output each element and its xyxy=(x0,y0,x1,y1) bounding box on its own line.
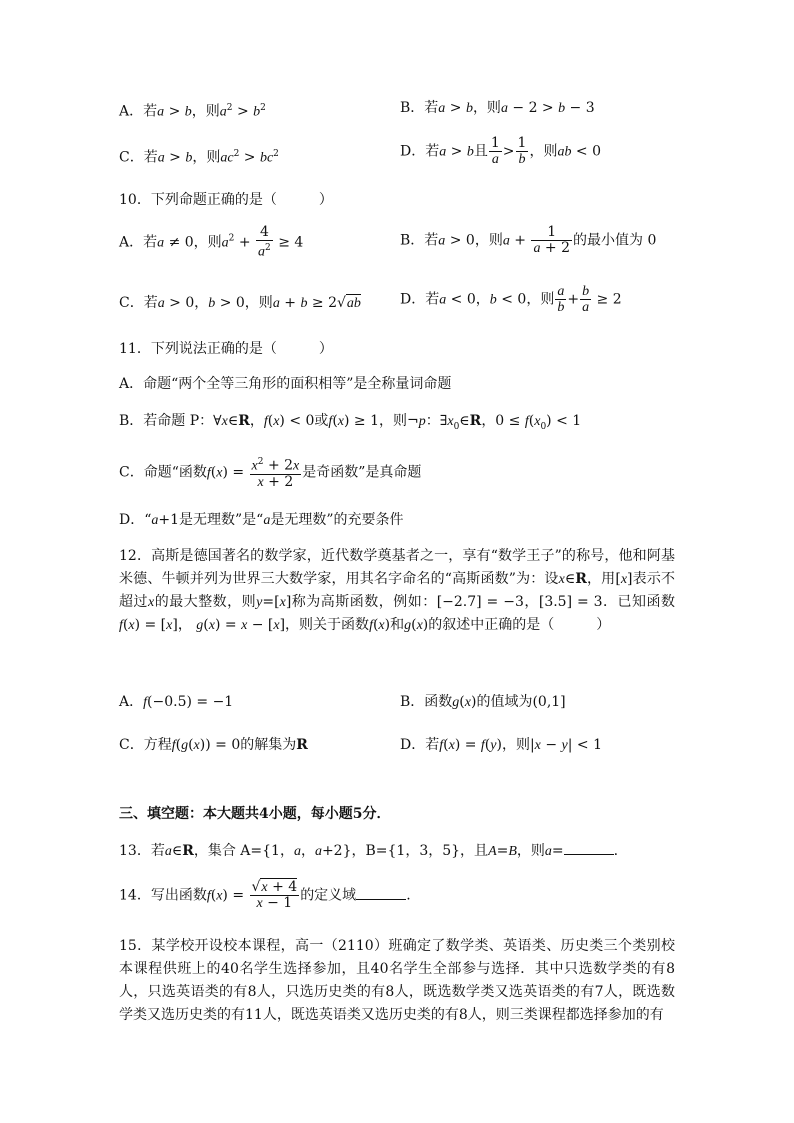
q13: 13．若a∈R，集合 A={1，a，a+2}，B={1，3，5}，且A=B，则a= . xyxy=(119,840,618,862)
q10-stem: 10．下列命题正确的是（ ） xyxy=(119,192,333,208)
section-heading: 三、填空题：本大题共4小题，每小题5分． xyxy=(119,806,391,822)
q12-option-c: C．方程f(g(x)) = 0的解集为R xyxy=(119,737,308,753)
q11-option-a: A．命题“两个全等三角形的面积相等”是全称量词命题 xyxy=(119,376,452,392)
q13-answer-blank[interactable] xyxy=(564,840,614,855)
q10-option-d: D．若a < 0，b < 0，则 $\frac{a}{b}$ + $\frac{b}{a}$ ≥ 2 xyxy=(400,284,622,315)
q12-option-a: A．f(−0.5) = −1 xyxy=(119,694,234,710)
q9-option-b: B．若a > b，则a − 2 > b − 3 xyxy=(400,100,595,116)
q14: 14．写出函数f(x) = $\frac{√x + 4}{x - 1}$ 的定义域 . xyxy=(119,879,411,911)
q14-answer-blank[interactable] xyxy=(356,885,406,900)
q15: 15．某学校开设校本课程，高一（2110）班确定了数学类、英语类、历史类三个类别校本课程供班上的40名学生选择参加，且40名学生全部参与选择．其中只选数学类的有8人，只选英语类的有8人，只选历史类的有8人，既选数学类又选英语类的有7人，既选数学类又选历史类的有11人，既选英语类又选历史类的有8人，则三类课程都选择参加的有 xyxy=(119,938,675,1023)
q11-option-b: B．若命题 P：∀x∈R，f(x) < 0或f(x) ≥ 1，则¬p：$\exists x_0\in R$，$0 \le f(x_0) < 1$ xyxy=(119,413,582,432)
q12-option-b: B．函数g(x)的值域为(0,1] xyxy=(400,694,566,710)
q11-option-d: D．“a+1是无理数”是“a是无理数”的充要条件 xyxy=(119,512,404,528)
q9-option-a: A．若a > b，则$a^2 > b^2$ xyxy=(119,103,266,120)
q10-option-a: A．若a ≠ 0，则$a^2$ + $\frac{4}{a^2}$ ≥ 4 xyxy=(119,224,304,260)
q10-option-c: C．若a > 0，b > 0，则a + b ≥ 2√ab xyxy=(119,295,361,311)
q10-option-b: B．若a > 0，则a + $\frac{1}{a + 2}$ 的最小值为 0 xyxy=(400,224,657,256)
q12-option-d: D．若f(x) = f(y)，则|x − y| < 1 xyxy=(400,737,603,753)
q12-stem: 12．高斯是德国著名的数学家，近代数学奠基者之一，享有“数学王子”的称号，他和阿基米德、牛顿并列为世界三大数学家，用其名字命名的“高斯函数”为：设x∈R，用[x]表示不超过x的最大整数，则y=[x]称为高斯函数，例如：[−2.7] = −3，[3.5] = 3．已知函数 f(x) = [x]， g(x) = x − [x]，则关于函数f(x)和g(x)的叙述中正确的是（ ） xyxy=(119,548,676,633)
q9-option-c: C．若a > b，则$ac^2 > bc^2$ xyxy=(119,149,279,166)
q11-option-c: C．命题“函数f(x) = $\frac{x^2 + 2x}{x + 2}$ 是奇函数”是真命题 xyxy=(119,457,422,490)
q9-option-d: D．若a > b且 $\frac{1}{a}$ > $\frac{1}{b}$ ，则ab < 0 xyxy=(400,135,601,167)
q11-stem: 11．下列说法正确的是（ ） xyxy=(119,341,333,357)
